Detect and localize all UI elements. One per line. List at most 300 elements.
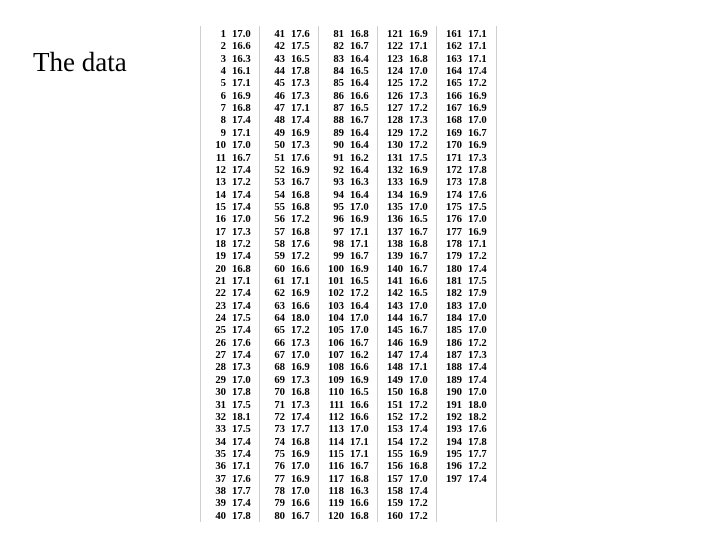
table-row (201, 324, 259, 336)
row-value: 17.2 (468, 336, 487, 349)
row-value: 16.5 (350, 102, 369, 115)
row-value: 17.4 (291, 114, 310, 127)
row-index: 100 (327, 262, 344, 275)
table-row (437, 399, 495, 411)
table-row (260, 250, 318, 262)
row-value: 17.4 (232, 287, 251, 300)
row-index: 34 (215, 435, 226, 448)
table-row (260, 448, 318, 460)
table-row (201, 386, 259, 398)
row-index: 189 (445, 373, 462, 386)
row-index: 6 (220, 89, 226, 102)
row-value: 16.7 (409, 312, 428, 325)
row-index: 193 (445, 423, 462, 436)
row-index: 40 (215, 509, 226, 522)
row-value: 16.9 (409, 188, 428, 201)
table-row (378, 510, 436, 522)
table-row (201, 90, 259, 102)
row-value: 17.2 (291, 324, 310, 337)
row-value: 17.2 (409, 139, 428, 152)
row-value: 16.5 (350, 386, 369, 399)
row-index: 188 (445, 361, 462, 374)
row-index: 74 (274, 435, 285, 448)
table-row (319, 213, 377, 225)
table-row (378, 423, 436, 435)
row-index: 81 (333, 28, 344, 40)
row-value: 17.4 (232, 435, 251, 448)
row-index: 146 (386, 336, 403, 349)
row-index: 1 (220, 28, 226, 40)
row-value: 16.3 (232, 52, 251, 65)
table-row (437, 127, 495, 139)
table-row (260, 374, 318, 386)
row-value: 17.6 (232, 336, 251, 349)
row-index: 115 (328, 447, 344, 460)
row-value: 17.1 (232, 77, 251, 90)
row-index: 131 (386, 151, 403, 164)
table-row (260, 40, 318, 52)
row-index: 166 (445, 89, 462, 102)
row-index: 137 (386, 225, 403, 238)
row-index: 103 (327, 299, 344, 312)
table-row (260, 114, 318, 126)
table-row (201, 53, 259, 65)
table-row (437, 213, 495, 225)
row-index: 3 (220, 52, 226, 65)
table-row (260, 324, 318, 336)
row-index: 78 (274, 484, 285, 497)
row-value: 16.8 (291, 435, 310, 448)
row-value: 17.0 (409, 65, 428, 78)
table-row (378, 53, 436, 65)
row-value: 16.8 (409, 237, 428, 250)
row-value: 17.0 (350, 324, 369, 337)
table-row (378, 176, 436, 188)
table-row (378, 312, 436, 324)
row-index: 186 (445, 336, 462, 349)
row-value: 16.9 (409, 163, 428, 176)
table-row (378, 114, 436, 126)
table-row (437, 436, 495, 448)
row-value: 17.1 (350, 447, 369, 460)
table-row (260, 287, 318, 299)
table-row (378, 349, 436, 361)
row-index: 138 (386, 237, 403, 250)
row-value: 17.6 (291, 28, 310, 40)
row-value: 17.1 (350, 435, 369, 448)
row-value: 16.9 (350, 213, 369, 226)
row-index: 54 (274, 188, 285, 201)
row-value: 17.3 (468, 151, 487, 164)
row-index: 195 (445, 447, 462, 460)
table-row (201, 65, 259, 77)
row-value: 17.2 (409, 77, 428, 90)
row-value: 16.6 (350, 497, 369, 510)
row-value: 17.2 (409, 435, 428, 448)
row-value: 16.2 (350, 349, 369, 362)
table-row (378, 213, 436, 225)
table-row (260, 65, 318, 77)
table-row (319, 361, 377, 373)
table-row (437, 226, 495, 238)
table-row (260, 90, 318, 102)
row-value: 17.3 (291, 89, 310, 102)
row-value: 16.1 (232, 65, 251, 78)
table-row (260, 263, 318, 275)
row-index: 71 (274, 398, 285, 411)
table-row (201, 40, 259, 52)
row-index: 47 (274, 102, 285, 115)
row-value: 17.2 (409, 126, 428, 139)
row-index: 35 (215, 447, 226, 460)
row-index: 84 (333, 65, 344, 78)
row-index: 5 (220, 77, 226, 90)
row-value: 16.7 (409, 324, 428, 337)
table-row (378, 436, 436, 448)
row-value: 17.6 (291, 151, 310, 164)
row-value: 16.9 (409, 336, 428, 349)
table-row (319, 374, 377, 386)
row-index: 136 (386, 213, 403, 226)
row-index: 69 (274, 373, 285, 386)
row-index: 68 (274, 361, 285, 374)
table-row (378, 448, 436, 460)
table-row (319, 386, 377, 398)
row-value: 16.9 (468, 102, 487, 115)
table-row (319, 102, 377, 114)
row-value: 17.0 (468, 324, 487, 337)
table-row (201, 164, 259, 176)
row-index: 167 (445, 102, 462, 115)
row-index: 28 (215, 361, 226, 374)
row-value: 17.2 (232, 237, 251, 250)
row-value: 17.1 (468, 40, 487, 53)
row-index: 65 (274, 324, 285, 337)
row-value: 16.9 (291, 447, 310, 460)
row-index: 12 (215, 163, 226, 176)
row-index: 67 (274, 349, 285, 362)
table-row (260, 423, 318, 435)
row-value: 16.4 (350, 52, 369, 65)
row-value: 16.7 (291, 509, 310, 522)
table-row (437, 250, 495, 262)
row-value: 16.7 (291, 176, 310, 189)
row-index: 86 (333, 89, 344, 102)
row-value: 16.6 (291, 262, 310, 275)
row-value: 17.5 (232, 398, 251, 411)
row-value: 17.1 (409, 361, 428, 374)
row-value: 16.4 (350, 77, 369, 90)
row-value: 16.8 (409, 386, 428, 399)
table-row (319, 399, 377, 411)
table-row (319, 164, 377, 176)
table-row (437, 139, 495, 151)
row-value: 17.4 (232, 497, 251, 510)
table-row (378, 374, 436, 386)
table-row (319, 324, 377, 336)
row-value: 17.1 (350, 225, 369, 238)
row-value: 17.2 (232, 176, 251, 189)
row-value: 16.4 (350, 163, 369, 176)
table-row (260, 201, 318, 213)
row-value: 16.6 (291, 497, 310, 510)
row-value: 17.0 (468, 299, 487, 312)
row-value: 17.4 (409, 484, 428, 497)
row-value: 16.6 (232, 40, 251, 53)
row-index: 102 (327, 287, 344, 300)
row-index: 135 (386, 200, 403, 213)
row-index: 152 (386, 410, 403, 423)
row-value: 16.5 (409, 213, 428, 226)
row-value: 16.3 (350, 176, 369, 189)
row-index: 194 (445, 435, 462, 448)
row-index: 42 (274, 40, 285, 53)
row-value: 17.5 (232, 423, 251, 436)
row-index: 159 (386, 497, 403, 510)
table-row (437, 324, 495, 336)
row-index: 83 (333, 52, 344, 65)
row-index: 22 (215, 287, 226, 300)
table-row (201, 152, 259, 164)
row-index: 119 (328, 497, 344, 510)
table-row (201, 275, 259, 287)
data-table (200, 26, 497, 522)
row-index: 191 (445, 398, 462, 411)
row-value: 17.0 (232, 213, 251, 226)
row-value: 16.8 (291, 188, 310, 201)
row-index: 94 (333, 188, 344, 201)
table-row (201, 139, 259, 151)
table-row (201, 399, 259, 411)
row-index: 112 (328, 410, 344, 423)
row-index: 92 (333, 163, 344, 176)
row-value: 17.4 (468, 262, 487, 275)
table-row (260, 127, 318, 139)
row-index: 110 (328, 386, 344, 399)
row-value: 16.5 (409, 287, 428, 300)
row-value: 16.2 (350, 151, 369, 164)
row-value: 17.3 (232, 361, 251, 374)
table-row (437, 287, 495, 299)
row-value: 17.3 (468, 349, 487, 362)
row-value: 17.1 (350, 237, 369, 250)
row-value: 17.4 (232, 447, 251, 460)
table-row (201, 485, 259, 497)
table-row (260, 386, 318, 398)
table-row (201, 28, 259, 40)
row-index: 104 (327, 312, 344, 325)
table-row (201, 510, 259, 522)
row-index: 144 (386, 312, 403, 325)
table-row (260, 312, 318, 324)
table-column (437, 26, 495, 522)
row-value: 17.0 (409, 373, 428, 386)
table-row (201, 287, 259, 299)
table-row (437, 361, 495, 373)
table-row (201, 460, 259, 472)
row-value: 17.5 (291, 40, 310, 53)
row-index: 23 (215, 299, 226, 312)
row-index: 101 (327, 275, 344, 287)
row-index: 36 (215, 460, 226, 473)
row-index: 80 (274, 509, 285, 522)
row-index: 2 (220, 40, 226, 53)
table-row (378, 361, 436, 373)
row-value: 17.1 (291, 275, 310, 287)
table-row (319, 53, 377, 65)
row-value: 17.4 (468, 472, 487, 485)
table-row (260, 139, 318, 151)
row-index: 14 (215, 188, 226, 201)
table-row (437, 201, 495, 213)
row-index: 133 (386, 176, 403, 189)
row-index: 79 (274, 497, 285, 510)
row-value: 17.5 (468, 275, 487, 287)
table-row (378, 77, 436, 89)
table-row (378, 399, 436, 411)
slide-title: The data (33, 47, 127, 77)
table-row (319, 497, 377, 509)
row-value: 16.8 (291, 200, 310, 213)
row-index: 55 (274, 200, 285, 213)
row-value: 16.5 (291, 52, 310, 65)
row-value: 17.2 (468, 250, 487, 263)
row-value: 17.8 (232, 386, 251, 399)
table-row (260, 460, 318, 472)
row-index: 50 (274, 139, 285, 152)
table-row (378, 275, 436, 287)
row-index: 153 (386, 423, 403, 436)
row-value: 17.4 (468, 373, 487, 386)
table-row (260, 497, 318, 509)
table-row (260, 361, 318, 373)
table-row (437, 102, 495, 114)
row-value: 17.1 (291, 102, 310, 115)
row-value: 17.0 (468, 312, 487, 325)
row-value: 16.7 (350, 40, 369, 53)
table-row (260, 176, 318, 188)
row-index: 114 (328, 435, 344, 448)
row-index: 53 (274, 176, 285, 189)
row-value: 17.7 (468, 447, 487, 460)
table-row (319, 448, 377, 460)
row-value: 17.4 (232, 250, 251, 263)
table-row (201, 497, 259, 509)
row-value: 17.1 (409, 40, 428, 53)
table-row (260, 77, 318, 89)
row-value: 16.9 (350, 262, 369, 275)
column-divider (259, 26, 260, 522)
row-index: 156 (386, 460, 403, 473)
table-row (378, 324, 436, 336)
row-index: 178 (445, 237, 462, 250)
row-index: 89 (333, 126, 344, 139)
table-row (319, 201, 377, 213)
row-index: 173 (445, 176, 462, 189)
row-index: 151 (386, 398, 403, 411)
row-index: 25 (215, 324, 226, 337)
row-value: 17.2 (468, 460, 487, 473)
row-value: 16.5 (350, 275, 369, 287)
row-value: 16.6 (350, 410, 369, 423)
row-value: 18.2 (468, 410, 487, 423)
table-row (319, 28, 377, 40)
row-value: 17.2 (409, 497, 428, 510)
row-value: 16.9 (468, 225, 487, 238)
row-index: 168 (445, 114, 462, 127)
table-row (437, 337, 495, 349)
row-value: 17.4 (409, 349, 428, 362)
row-index: 140 (386, 262, 403, 275)
row-value: 17.2 (409, 102, 428, 115)
row-index: 98 (333, 237, 344, 250)
row-value: 17.2 (409, 509, 428, 522)
row-value: 18.0 (468, 398, 487, 411)
table-row (260, 189, 318, 201)
row-value: 17.1 (232, 460, 251, 473)
table-row (319, 485, 377, 497)
row-index: 93 (333, 176, 344, 189)
table-row (437, 65, 495, 77)
table-row (319, 114, 377, 126)
table-column (378, 26, 436, 522)
table-row (260, 226, 318, 238)
row-value: 17.0 (409, 299, 428, 312)
table-row (201, 213, 259, 225)
row-index: 88 (333, 114, 344, 127)
row-value: 17.0 (350, 200, 369, 213)
row-index: 27 (215, 349, 226, 362)
row-index: 157 (386, 472, 403, 485)
row-index: 118 (328, 484, 344, 497)
table-row (201, 337, 259, 349)
row-index: 176 (445, 213, 462, 226)
table-row (437, 238, 495, 250)
row-index: 16 (215, 213, 226, 226)
table-row (201, 423, 259, 435)
row-index: 125 (386, 77, 403, 90)
row-index: 7 (220, 102, 226, 115)
table-row (201, 176, 259, 188)
row-value: 17.0 (291, 484, 310, 497)
table-row (437, 448, 495, 460)
row-index: 158 (386, 484, 403, 497)
row-value: 16.8 (350, 28, 369, 40)
table-row (378, 473, 436, 485)
row-index: 116 (328, 460, 344, 473)
row-value: 17.3 (291, 336, 310, 349)
table-row (437, 90, 495, 102)
table-column (260, 26, 318, 522)
table-row (201, 300, 259, 312)
table-row (319, 77, 377, 89)
row-value: 17.6 (468, 188, 487, 201)
table-row (378, 263, 436, 275)
row-index: 19 (215, 250, 226, 263)
row-index: 75 (274, 447, 285, 460)
row-index: 147 (386, 349, 403, 362)
table-row (378, 386, 436, 398)
table-row (319, 300, 377, 312)
row-index: 62 (274, 287, 285, 300)
row-index: 175 (445, 200, 462, 213)
row-index: 90 (333, 139, 344, 152)
row-value: 17.3 (291, 373, 310, 386)
row-index: 121 (386, 28, 403, 40)
table-row (319, 411, 377, 423)
row-index: 117 (328, 472, 344, 485)
row-value: 16.8 (350, 509, 369, 522)
